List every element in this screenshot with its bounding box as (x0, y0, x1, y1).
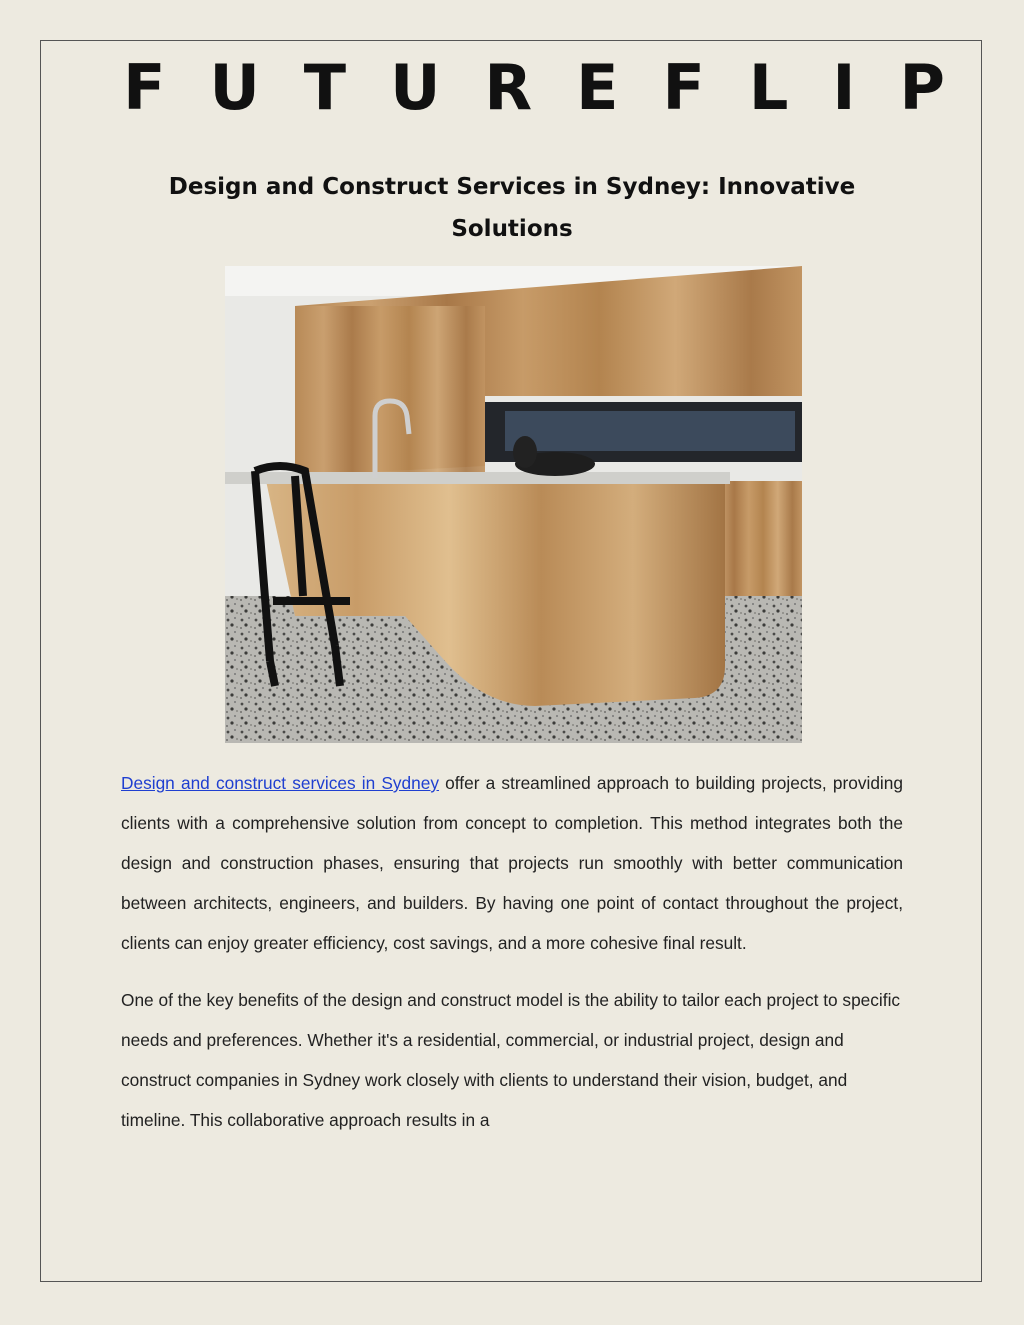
paragraph-2: One of the key benefits of the design and construct model is the ability to tailor each project to specific needs and preferences. Whether it's a residential, commercial, or industrial project, design and construct companies in Sydney work closely with clients to understand their vision, budget, and timeline. This collaborative approach results in a (121, 990, 901, 1130)
paragraph-1 (121, 763, 903, 963)
page-title: Design and Construct Services in Sydney: Innovative Solutions (168, 174, 856, 242)
paragraph-1-text: offer a streamlined approach to building projects, providing clients with a comprehensive solution from concept to completion. This method integrates both the design and construction phases, ensuring that projects run smoothly with better communication between architects, engineers, and builders. By having one point of contact throughout the project, clients can enjoy greater efficiency, cost savings, and a more cohesive final result. (121, 773, 903, 953)
logo: FUTUREFLIP (123, 51, 989, 124)
article-body (121, 763, 903, 1157)
services-link[interactable]: Design and construct services in Sydney (121, 773, 440, 793)
kitchen-photo-icon (225, 266, 802, 743)
